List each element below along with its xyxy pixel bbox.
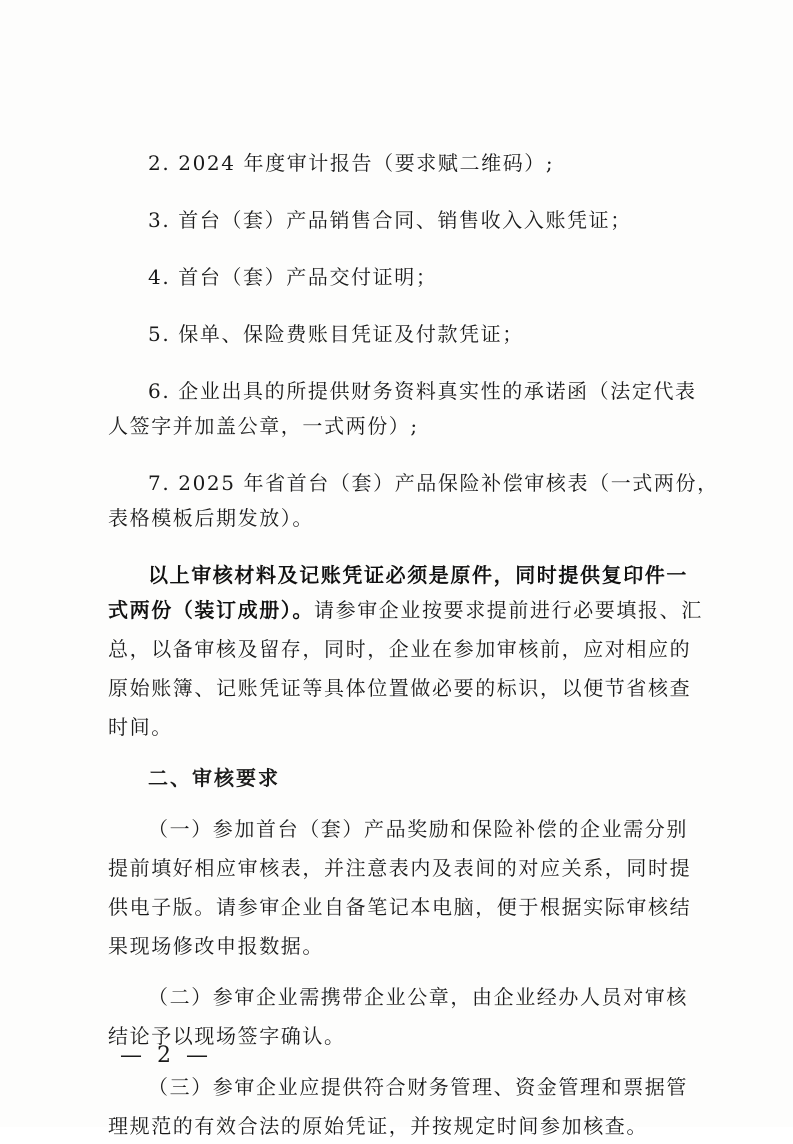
requirement-1-line-3: 供电子版。请参审企业自备笔记本电脑，便于根据实际审核结 xyxy=(108,895,692,919)
document-body xyxy=(108,146,719,1144)
notice-normal-fragment: 请参审企业按要求提前进行必要填报、汇 xyxy=(314,598,703,622)
list-item-6-line-1: 6. 企业出具的所提供财务资料真实性的承诺函（法定代表 xyxy=(148,379,697,403)
list-item-2: 2. 2024 年度审计报告（要求赋二维码）; xyxy=(148,151,555,175)
notice-bold-fragment: 式两份（装订成册）。 xyxy=(108,598,314,622)
notice-line-2 xyxy=(108,593,703,628)
list-item-7-line-2: 表格模板后期发放）。 xyxy=(108,506,314,530)
requirement-2-line-2: 结论予以现场签字确认。 xyxy=(108,1024,346,1048)
requirement-2-line-1: （二）参审企业需携带企业公章，由企业经办人员对审核 xyxy=(148,985,688,1009)
list-item-4: 4. 首台（套）产品交付证明； xyxy=(148,265,438,289)
list-item-5: 5. 保单、保险费账目凭证及付款凭证； xyxy=(148,322,524,346)
notice-bold-line-1: 以上审核材料及记账凭证必须是原件，同时提供复印件一 xyxy=(148,563,688,587)
requirement-3-line-1: （三）参审企业应提供符合财务管理、资金管理和票据管 xyxy=(148,1075,688,1099)
list-item-6-line-2: 人签字并加盖公章，一式两份）; xyxy=(108,414,419,438)
page-number: — 2 — xyxy=(120,1043,212,1068)
list-item-3: 3. 首台（套）产品销售合同、销售收入入账凭证； xyxy=(148,208,632,232)
section-heading-audit-requirements: 二、审核要求 xyxy=(148,766,280,790)
notice-line-5: 时间。 xyxy=(108,715,173,739)
requirement-1-line-4: 果现场修改申报数据。 xyxy=(108,934,324,958)
requirement-3-line-2: 理规范的有效合法的原始凭证，并按规定时间参加核查。 xyxy=(108,1114,648,1138)
requirement-1-line-2: 提前填好相应审核表，并注意表内及表间的对应关系，同时提 xyxy=(108,856,692,880)
notice-line-3: 总，以备审核及留存，同时，企业在参加审核前，应对相应的 xyxy=(108,637,692,661)
list-item-7-line-1: 7. 2025 年省首台（套）产品保险补偿审核表（一式两份， xyxy=(148,471,719,495)
requirement-1-line-1: （一）参加首台（套）产品奖励和保险补偿的企业需分别 xyxy=(148,817,688,841)
notice-line-4: 原始账簿、记账凭证等具体位置做必要的标识，以便节省核查 xyxy=(108,676,692,700)
